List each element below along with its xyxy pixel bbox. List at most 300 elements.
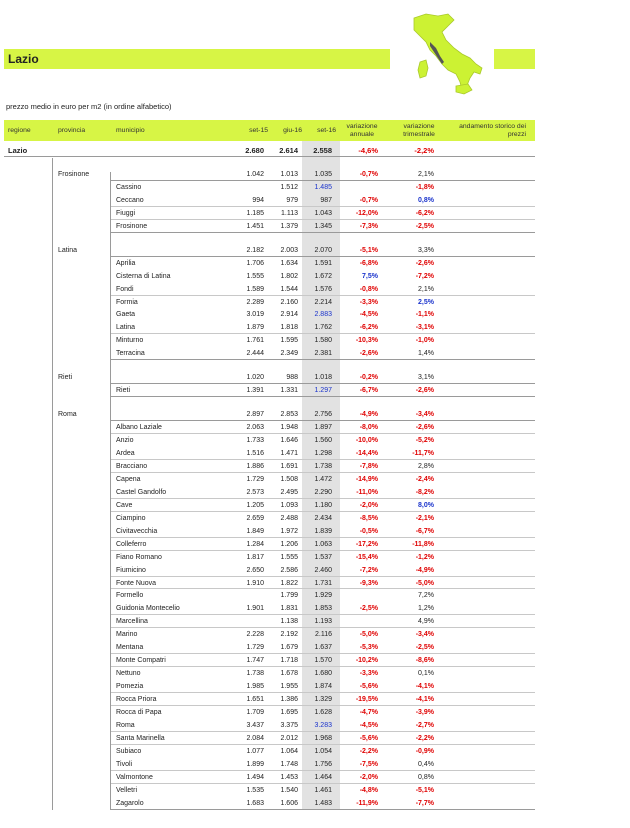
cell-set15: 1.910 <box>246 579 264 587</box>
row-divider <box>110 783 535 784</box>
row-name: Cassino <box>116 183 142 191</box>
province-row <box>0 244 630 256</box>
cell-var-annuale: -0,7% <box>359 170 378 178</box>
cell-set16: 1.929 <box>314 592 332 600</box>
row-divider <box>110 206 535 207</box>
cell-set15: 1.042 <box>246 170 264 178</box>
row-divider <box>110 744 535 745</box>
cell-giu16: 1.822 <box>280 579 298 587</box>
row-name: Latina <box>58 246 78 254</box>
cell-set15: 1.729 <box>246 644 264 652</box>
row-divider <box>110 537 535 538</box>
row-divider <box>110 180 535 181</box>
cell-var-trimestrale: -6,2% <box>415 209 434 217</box>
cell-set16: 1.762 <box>314 324 332 332</box>
cell-giu16: 2.003 <box>280 246 298 254</box>
row-divider <box>110 576 535 577</box>
cell-giu16: 1.453 <box>280 773 298 781</box>
cell-giu16: 1.831 <box>280 605 298 613</box>
cell-var-annuale: -2,5% <box>359 605 378 613</box>
cell-giu16: 1.818 <box>280 324 298 332</box>
cell-var-trimestrale: 0,1% <box>418 670 434 678</box>
cell-set16: 1.839 <box>314 527 332 535</box>
cell-set15: 1.451 <box>246 222 264 230</box>
row-name: Valmontone <box>116 773 153 781</box>
cell-set16: 1.193 <box>314 618 332 626</box>
cell-giu16: 1.544 <box>280 285 298 293</box>
title-banner <box>4 49 390 69</box>
cell-giu16: 1.679 <box>280 644 298 652</box>
cell-giu16: 979 <box>286 196 298 204</box>
cell-set15: 2.228 <box>246 631 264 639</box>
cell-giu16: 1.206 <box>280 540 298 548</box>
cell-var-trimestrale: 2,5% <box>418 298 434 306</box>
cell-var-trimestrale: 2,1% <box>418 285 434 293</box>
cell-var-annuale: -5,6% <box>359 683 378 691</box>
row-divider <box>110 472 535 473</box>
header-provincia: provincia <box>58 127 86 134</box>
cell-var-annuale: -5,6% <box>359 734 378 742</box>
table-row <box>0 680 630 692</box>
table-row <box>0 434 630 446</box>
cell-set15: 1.391 <box>246 387 264 395</box>
cell-set15: 2.897 <box>246 411 264 419</box>
cell-var-annuale: -7,5% <box>359 760 378 768</box>
cell-set16: 2.460 <box>314 566 332 574</box>
table-row <box>0 732 630 744</box>
table-row <box>0 257 630 269</box>
cell-var-annuale: -5,0% <box>359 631 378 639</box>
cell-set15: 1.555 <box>246 272 264 280</box>
cell-giu16: 1.646 <box>280 437 298 445</box>
cell-set16: 1.680 <box>314 670 332 678</box>
cell-set16: 2.756 <box>314 411 332 419</box>
row-name: Ciampino <box>116 514 146 522</box>
cell-var-trimestrale: -3,4% <box>415 411 434 419</box>
row-name: Fiuggi <box>116 209 136 217</box>
cell-set15: 1.516 <box>246 450 264 457</box>
cell-set15: 1.535 <box>246 786 264 794</box>
cell-set15: 1.747 <box>246 657 264 665</box>
header-var-annuale: variazione annuale <box>346 123 378 138</box>
cell-var-annuale: -0,5% <box>359 527 378 535</box>
table-row <box>0 421 630 433</box>
table-row <box>0 525 630 537</box>
cell-var-trimestrale: 0,8% <box>418 773 434 781</box>
cell-var-annuale: -6,7% <box>359 387 378 395</box>
cell-var-trimestrale: -4,1% <box>415 683 434 691</box>
table-row <box>0 181 630 193</box>
cell-var-annuale: -4,6% <box>358 146 378 155</box>
cell-set15: 2.289 <box>246 298 264 306</box>
row-divider <box>110 809 535 810</box>
table-row <box>0 473 630 485</box>
cell-var-trimestrale: 3,3% <box>418 246 434 254</box>
cell-var-trimestrale: -2,4% <box>415 475 434 483</box>
cell-var-trimestrale: -1,8% <box>415 183 434 191</box>
cell-var-annuale: 7,5% <box>362 272 378 280</box>
header-giu16: giu-16 <box>283 127 302 134</box>
cell-var-trimestrale: -2,6% <box>415 424 434 432</box>
cell-var-trimestrale: 1,4% <box>418 350 434 358</box>
cell-var-annuale: -2,2% <box>359 747 378 755</box>
cell-giu16: 1.512 <box>280 183 298 191</box>
table-row <box>0 667 630 679</box>
row-name: Rocca di Papa <box>116 709 162 716</box>
cell-set15: 1.761 <box>246 337 264 345</box>
table-row <box>0 321 630 333</box>
cell-set16: 1.570 <box>314 657 332 665</box>
cell-set16: 1.345 <box>314 222 332 230</box>
cell-var-trimestrale: -8,6% <box>415 657 434 665</box>
row-divider <box>110 396 535 397</box>
row-name: Tivoli <box>116 760 133 768</box>
cell-var-annuale: -7,3% <box>359 222 378 230</box>
row-name: Roma <box>116 721 135 729</box>
cell-var-annuale: -0,8% <box>359 285 378 293</box>
cell-set16: 2.116 <box>315 631 332 639</box>
cell-set15: 1.205 <box>246 501 264 509</box>
cell-var-trimestrale: -2,6% <box>415 259 434 267</box>
cell-set16: 1.968 <box>314 734 332 742</box>
province-row <box>0 408 630 420</box>
table-row <box>0 384 630 396</box>
cell-giu16: 1.093 <box>280 501 298 509</box>
cell-var-trimestrale: -3,4% <box>415 631 434 639</box>
italy-map-icon <box>408 12 488 96</box>
table-subtitle: prezzo medio in euro per m2 (in ordine alfabetico) <box>6 102 172 111</box>
table-row <box>0 283 630 295</box>
cell-giu16: 1.113 <box>281 209 298 217</box>
cell-var-trimestrale: 2,8% <box>418 462 434 470</box>
cell-set15: 2.084 <box>246 734 264 742</box>
cell-var-trimestrale: -4,9% <box>415 566 434 574</box>
row-name: Marcellina <box>116 618 148 626</box>
cell-giu16: 988 <box>286 374 298 382</box>
cell-var-annuale: -6,8% <box>359 259 378 267</box>
table-row <box>0 270 630 282</box>
row-divider <box>110 256 535 257</box>
table-row <box>0 784 630 796</box>
cell-set15: 2.650 <box>246 566 264 574</box>
table-row <box>0 758 630 770</box>
cell-set16: 987 <box>320 196 332 204</box>
cell-var-trimestrale: -2,1% <box>415 514 434 522</box>
table-row <box>0 207 630 219</box>
cell-set15: 1.706 <box>246 259 264 267</box>
cell-set15: 1.651 <box>246 696 264 704</box>
cell-giu16: 1.634 <box>280 259 298 267</box>
cell-set16: 1.297 <box>314 387 332 395</box>
cell-set15: 1.738 <box>246 670 264 678</box>
cell-giu16: 1.955 <box>280 683 298 691</box>
header-set15: set-15 <box>249 127 268 134</box>
cell-set16: 1.035 <box>314 170 332 178</box>
table-row <box>0 693 630 705</box>
cell-set16: 1.672 <box>314 272 332 280</box>
cell-var-trimestrale: 2,1% <box>418 170 434 178</box>
table-row <box>0 745 630 757</box>
cell-set15: 1.185 <box>246 209 264 217</box>
cell-set16: 1.018 <box>314 374 332 382</box>
header-var-trimestrale: variazione trimestrale <box>403 123 435 138</box>
cell-giu16: 1.508 <box>280 475 298 483</box>
row-name: Formia <box>116 298 138 306</box>
cell-var-trimestrale: -11,7% <box>412 450 434 457</box>
table-row <box>0 538 630 550</box>
cell-var-annuale: -10,0% <box>355 437 378 445</box>
cell-giu16: 2.495 <box>280 488 298 496</box>
row-divider <box>110 627 535 628</box>
row-name: Castel Gandolfo <box>116 488 167 496</box>
cell-set16: 1.461 <box>314 786 332 794</box>
cell-set16: 1.637 <box>314 644 332 652</box>
cell-giu16: 1.718 <box>280 657 298 665</box>
cell-set15: 1.901 <box>246 605 264 613</box>
row-divider <box>110 232 535 233</box>
row-divider <box>110 705 535 706</box>
cell-set15: 3.437 <box>246 721 264 729</box>
cell-set15: 1.849 <box>246 527 264 535</box>
cell-var-trimestrale: -5,0% <box>415 579 434 587</box>
cell-var-annuale: -11,0% <box>356 488 378 496</box>
row-divider <box>110 614 535 615</box>
cell-set15: 1.020 <box>246 374 264 382</box>
cell-giu16: 2.012 <box>280 734 298 742</box>
row-name: Pomezia <box>116 683 144 691</box>
table-row <box>0 512 630 524</box>
cell-var-trimestrale: 8,0% <box>418 501 434 509</box>
row-name: Ceccano <box>116 196 144 204</box>
cell-set16: 1.731 <box>314 579 332 587</box>
table-row <box>0 564 630 576</box>
cell-var-trimestrale: -8,2% <box>415 488 434 496</box>
cell-var-annuale: -4,9% <box>359 411 378 419</box>
cell-var-trimestrale: -2,5% <box>415 644 434 652</box>
row-divider <box>4 156 535 157</box>
header-set16: set-16 <box>317 127 336 134</box>
header-regione: regione <box>8 127 31 134</box>
row-divider <box>110 498 535 499</box>
row-divider <box>110 333 535 334</box>
cell-set16: 1.853 <box>314 605 332 613</box>
row-name: Zagarolo <box>116 799 144 807</box>
cell-var-annuale: -0,2% <box>359 374 378 382</box>
row-name: Fondi <box>116 285 134 293</box>
cell-set16: 1.897 <box>314 424 332 432</box>
row-name: Guidonia Montecelio <box>116 605 180 613</box>
cell-var-annuale: -15,4% <box>355 553 378 561</box>
row-name: Colleferro <box>116 540 147 548</box>
row-name: Fonte Nuova <box>116 579 157 587</box>
table-row <box>0 628 630 640</box>
cell-var-trimestrale: -2,2% <box>415 734 434 742</box>
row-name: Frosinone <box>116 222 148 230</box>
row-name: Mentana <box>116 644 144 652</box>
cell-giu16: 2.192 <box>280 631 298 639</box>
cell-var-trimestrale: -1,1% <box>415 311 434 319</box>
cell-var-annuale: -10,2% <box>355 657 378 665</box>
cell-giu16: 1.064 <box>280 747 298 755</box>
region-row <box>0 144 630 156</box>
cell-giu16: 1.802 <box>280 272 298 280</box>
row-name: Velletri <box>116 786 138 794</box>
cell-var-trimestrale: 0,8% <box>418 196 434 204</box>
cell-var-annuale: -5,1% <box>359 246 378 254</box>
cell-set15: 1.886 <box>246 462 264 470</box>
cell-var-annuale: -8,0% <box>359 424 378 432</box>
cell-var-trimestrale: 0,4% <box>418 760 434 768</box>
cell-var-annuale: -4,5% <box>359 721 378 729</box>
cell-set15: 1.494 <box>246 773 264 781</box>
row-name: Civitavecchia <box>116 527 158 535</box>
row-divider <box>110 770 535 771</box>
cell-var-trimestrale: 7,2% <box>418 592 434 600</box>
cell-var-trimestrale: -3,1% <box>415 324 434 332</box>
row-name: Cave <box>116 501 133 509</box>
cell-var-trimestrale: -6,7% <box>415 527 434 535</box>
row-name: Terracina <box>116 350 145 358</box>
table-row <box>0 551 630 563</box>
row-name: Subiaco <box>116 747 142 755</box>
table-row <box>0 719 630 731</box>
row-name: Nettuno <box>116 670 141 678</box>
cell-giu16: 1.972 <box>280 527 298 535</box>
cell-giu16: 1.379 <box>280 222 298 230</box>
cell-var-annuale: -2,6% <box>359 350 378 358</box>
cell-var-trimestrale: 4,9% <box>418 618 434 626</box>
cell-giu16: 2.586 <box>280 566 298 574</box>
row-name: Frosinone <box>58 170 90 178</box>
cell-var-annuale: -4,7% <box>359 709 378 716</box>
cell-var-trimestrale: -2,7% <box>415 721 434 729</box>
row-divider <box>110 511 535 512</box>
row-divider <box>110 219 535 220</box>
cell-set16: 1.537 <box>314 553 332 561</box>
cell-set15: 1.077 <box>246 747 264 755</box>
cell-giu16: 1.948 <box>280 424 298 432</box>
cell-var-trimestrale: -2,5% <box>415 222 434 230</box>
cell-var-annuale: -14,4% <box>355 450 378 457</box>
cell-set15: 1.589 <box>246 285 264 293</box>
cell-giu16: 2.160 <box>280 298 298 306</box>
cell-set15: 2.063 <box>246 424 264 432</box>
cell-set16: 1.298 <box>314 450 332 457</box>
cell-var-annuale: -5,3% <box>359 644 378 652</box>
table-row <box>0 771 630 783</box>
cell-set15: 2.444 <box>246 350 264 358</box>
row-divider <box>110 459 535 460</box>
cell-set16: 2.070 <box>314 246 332 254</box>
cell-var-annuale: -3,3% <box>359 670 378 678</box>
row-name: Formello <box>116 592 144 600</box>
header-municipio: municipio <box>116 127 145 134</box>
cell-set15: 1.985 <box>246 683 264 691</box>
header-andamento: andamento storico dei prezzi <box>459 123 526 138</box>
row-name: Fiumicino <box>116 566 146 574</box>
cell-var-trimestrale: -1,2% <box>415 553 434 561</box>
row-name: Cisterna di Latina <box>116 272 171 280</box>
row-name: Anzio <box>116 437 134 445</box>
cell-set16: 1.591 <box>314 259 332 267</box>
row-divider <box>110 420 535 421</box>
cell-var-annuale: -3,3% <box>359 298 378 306</box>
table-row <box>0 615 630 627</box>
cell-set15: 2.573 <box>246 488 264 496</box>
row-name: Capena <box>116 475 141 483</box>
row-name: Bracciano <box>116 462 148 470</box>
cell-var-annuale: -4,5% <box>359 311 378 319</box>
cell-giu16: 1.691 <box>280 462 298 470</box>
cell-set16: 1.576 <box>314 285 332 293</box>
row-name: Latina <box>116 324 136 332</box>
cell-set16: 1.756 <box>314 760 332 768</box>
cell-giu16: 1.748 <box>280 760 298 768</box>
cell-var-annuale: -4,8% <box>359 786 378 794</box>
cell-giu16: 1.471 <box>280 450 298 457</box>
cell-set15: 1.733 <box>246 437 264 445</box>
cell-var-annuale: -12,0% <box>355 209 378 217</box>
row-name: Roma <box>58 411 77 419</box>
cell-set15: 2.182 <box>246 246 264 254</box>
row-divider <box>110 433 535 434</box>
cell-giu16: 2.853 <box>280 411 298 419</box>
cell-var-annuale: -10,3% <box>355 337 378 345</box>
cell-set16: 1.043 <box>314 209 332 217</box>
cell-giu16: 1.678 <box>280 670 298 678</box>
table-row <box>0 797 630 809</box>
row-divider <box>110 731 535 732</box>
cell-var-trimestrale: -0,9% <box>415 747 434 755</box>
cell-set15: 1.709 <box>246 709 264 716</box>
row-name: Rieti <box>116 387 131 395</box>
table-row <box>0 334 630 346</box>
cell-giu16: 1.695 <box>280 709 298 716</box>
cell-set15: 1.817 <box>246 553 264 561</box>
cell-var-annuale: -8,5% <box>359 514 378 522</box>
cell-giu16: 1.386 <box>280 696 298 704</box>
row-name: Rocca Priora <box>116 696 157 704</box>
cell-var-trimestrale: -11,8% <box>412 540 434 548</box>
cell-var-annuale: -19,5% <box>355 696 378 704</box>
row-name: Marino <box>116 631 138 639</box>
row-name: Santa Marinella <box>116 734 165 742</box>
cell-set15: 3.019 <box>246 311 264 319</box>
cell-set16: 1.580 <box>314 337 332 345</box>
row-name: Ardea <box>116 450 135 457</box>
cell-set15: 994 <box>252 196 264 204</box>
cell-set16: 1.472 <box>314 475 332 483</box>
table-row <box>0 447 630 459</box>
cell-var-trimestrale: -2,2% <box>414 146 434 155</box>
province-row <box>0 371 630 383</box>
page-title: Lazio <box>8 52 39 66</box>
cell-set16: 2.381 <box>314 350 332 358</box>
cell-var-trimestrale: 3,1% <box>418 374 434 382</box>
cell-set16: 1.560 <box>314 437 332 445</box>
cell-var-annuale: -7,8% <box>359 462 378 470</box>
cell-var-annuale: -0,7% <box>359 196 378 204</box>
cell-giu16: 2.614 <box>279 146 298 155</box>
table-row <box>0 347 630 359</box>
row-name: Monte Compatri <box>116 657 166 665</box>
cell-giu16: 1.595 <box>280 337 298 345</box>
cell-var-annuale: -6,2% <box>359 324 378 332</box>
cell-set16: 2.558 <box>313 146 332 155</box>
row-divider <box>110 383 535 384</box>
cell-set16: 1.738 <box>314 462 332 470</box>
cell-var-annuale: -2,0% <box>359 773 378 781</box>
